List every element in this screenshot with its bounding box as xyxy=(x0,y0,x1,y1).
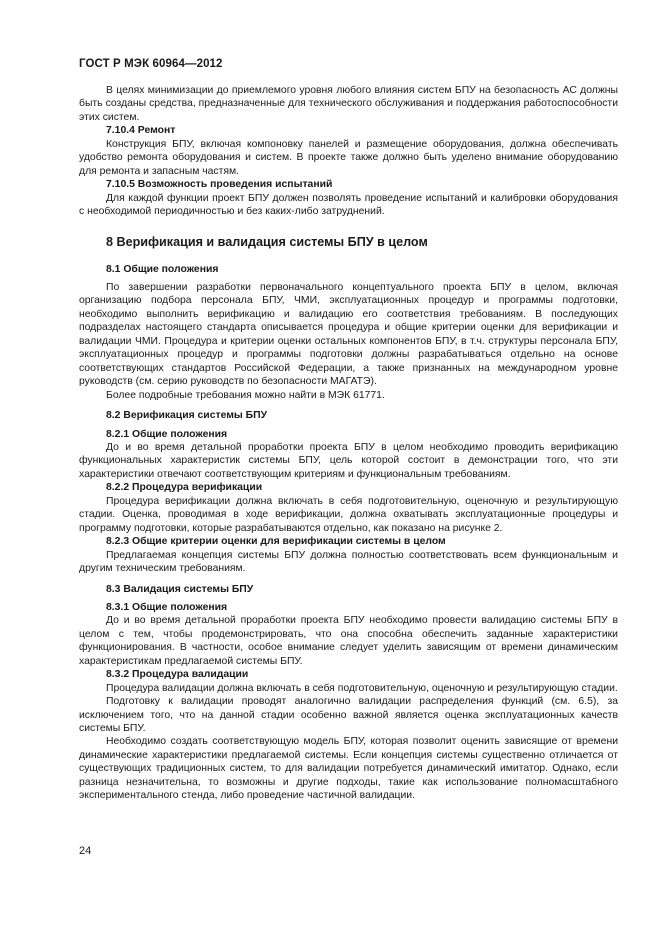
document-header: ГОСТ Р МЭК 60964—2012 xyxy=(79,58,223,70)
paragraph-8-3-2-c: Необходимо создать соответствующую модель БПУ, которая позволит оценить зависящие от времени динамические характеристики предлагаемой системы. Если концепция системы существенно отличается от существующих традиционных систем, то для валидации потребуется динамический имитатор. Однако, если разница незначительна, то возможны и другие подходы, такие как использование полномасштабного экспериментального стенда, либо проведение частичной валидации. xyxy=(79,736,618,802)
paragraph-intro: В целях минимизации до приемлемого уровня любого влияния систем БПУ на безопасность АС должны быть созданы средства, предназначенные для технического обслуживания и поддержания работоспособности этих систем. xyxy=(79,85,618,123)
paragraph-8-3-2-a: Процедура валидации должна включать в себя подготовительную, оценочную и результирующую стадии. xyxy=(106,682,618,694)
heading-8-3-1: 8.3.1 Общие положения xyxy=(106,601,228,613)
paragraph-8-1-b: Более подробные требования можно найти в МЭК 61771. xyxy=(106,389,385,401)
heading-7-10-5: 7.10.5 Возможность проведения испытаний xyxy=(106,179,333,191)
section-8-title: 8 Верификация и валидация системы БПУ в целом xyxy=(106,234,428,249)
paragraph-8-2-1: До и во время детальной проработки проекта БПУ в целом необходимо проводить верификацию функциональных характеристик системы БПУ, цель которой состоит в демонстрации того, что эти характеристики отвечают соответствующим критериям и функциональным требованиям. xyxy=(79,441,618,480)
paragraph-8-3-2-b: Подготовку к валидации проводят аналогично валидации распределения функций (см. 6.5), за исключением того, что на данной стадии особенно важной является оценка эксплуатационных качеств системы БПУ. xyxy=(79,696,618,735)
heading-8-2-2: 8.2.2 Процедура верификации xyxy=(106,482,263,494)
paragraph-8-2-3: Предлагаемая концепция системы БПУ должна полностью соответствовать всем функциональным и другим техническим требованиям. xyxy=(79,549,618,575)
document-body xyxy=(79,84,618,803)
paragraph-8-3-1: До и во время детальной проработки проекта БПУ необходимо провести валидацию системы БПУ в целом с тем, чтобы продемонстрировать, что она способна обеспечить заданные характеристики функционирования. В частности, особое внимание следует уделить зависящим от времени динамическим характеристикам предлагаемой системы БПУ. xyxy=(79,615,618,667)
heading-8-2: 8.2 Верификация системы БПУ xyxy=(106,410,268,422)
page-number: 24 xyxy=(79,845,92,857)
paragraph-7-10-4: Конструкция БПУ, включая компоновку панелей и размещение оборудования, должна обеспечивать удобство ремонта оборудования и систем. В проекте также должно быть уделено внимание оборудованию для ремонта и запасным частям. xyxy=(79,138,618,177)
heading-8-3: 8.3 Валидация системы БПУ xyxy=(106,583,254,595)
heading-8-3-2: 8.3.2 Процедура валидации xyxy=(106,669,249,681)
heading-8-2-3: 8.2.3 Общие критерии оценки для верификации системы в целом xyxy=(106,536,446,548)
heading-8-1: 8.1 Общие положения xyxy=(106,263,219,275)
heading-8-2-1: 8.2.1 Общие положения xyxy=(106,428,228,440)
paragraph-8-2-2: Процедура верификации должна включать в себя подготовительную, оценочную и результирующую стадии. Оценка, проводимая в ходе верификации, должна охватывать эксплуатационные процедуры и программу подготовки, которые разрабатываются отдельно, как показано на рисунке 2. xyxy=(79,495,618,534)
paragraph-8-1-a: По завершении разработки первоначального концептуального проекта БПУ в целом, включая организацию подбора персонала БПУ, ЧМИ, эксплуатационных процедур и программы подготовки, необходимо выполнить верификацию и валидацию его соответствия требованиям. В последующих подразделах настоящего стандарта описывается процедура и общие критерии оценки для верификации и валидации ЧМИ. Процедура и критерии оценки остальных компонентов БПУ, в т.ч. структуры персонала БПУ, эксплуатационных процедур и программы подготовки должны разрабатываться отдельно на основе соответствующих стандартов Российской Федерации, а также признанных на международном уровне руководств (см. серию руководств по безопасности МАГАТЭ). xyxy=(79,281,618,388)
paragraph-7-10-5: Для каждой функции проект БПУ должен позволять проведение испытаний и калибровки оборудования с необходимой периодичностью и без каких-либо затруднений. xyxy=(79,192,618,218)
heading-7-10-4: 7.10.4 Ремонт xyxy=(106,125,176,137)
